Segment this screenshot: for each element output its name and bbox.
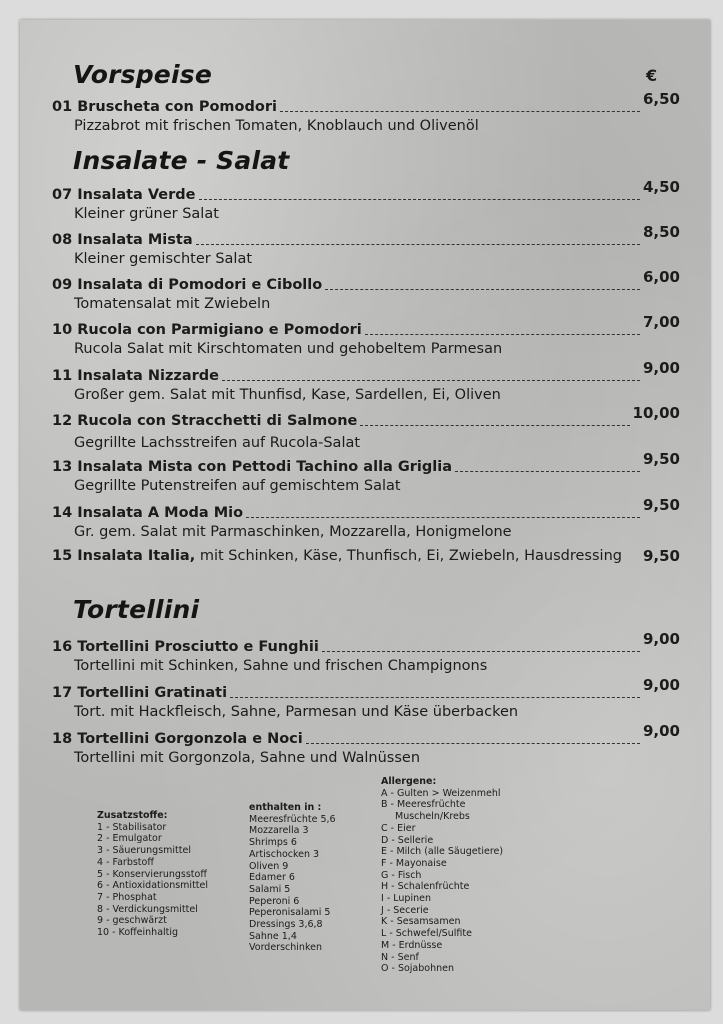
dotted-leader: [222, 379, 640, 381]
item-price: 6,50: [642, 90, 680, 108]
enthalten-item: Peperonisalami 5: [249, 907, 331, 919]
allergen-item: C - Eier: [381, 822, 416, 834]
menu-item: [52, 359, 680, 405]
allergen-item: H - Schalenfrüchte: [381, 881, 470, 893]
item-price: 4,50: [642, 178, 680, 196]
enthalten-item: Artischocken 3: [249, 848, 320, 860]
enthalten-item: Mozzarella 3: [249, 825, 309, 837]
item-description: Kleiner gemischter Salat: [74, 251, 253, 267]
dotted-leader: [199, 198, 640, 200]
item-description: mit Schinken, Käse, Thunfisch, Ei, Zwiebeln, Hausdressing: [199, 548, 622, 564]
enthalten-item: Sahne 1,4: [249, 930, 297, 942]
item-name: 12 Rucola con Stracchetti di Salmone: [52, 413, 358, 429]
enthalten-item: Salami 5: [249, 883, 291, 895]
item-description: Tort. mit Hackfleisch, Sahne, Parmesan und Käse überbacken: [74, 704, 519, 720]
allergen-item: I - Lupinen: [381, 893, 431, 905]
section-heading-vorspeise: Vorspeise: [73, 60, 212, 89]
item-name: 14 Insalata A Moda Mio: [52, 505, 244, 521]
allergen-item: G - Fisch: [381, 869, 422, 881]
menu-item: [52, 676, 680, 722]
zusatzstoffe-item: 2 - Emulgator: [97, 833, 162, 845]
item-price: 8,50: [642, 223, 680, 241]
item-price: 9,50: [642, 547, 680, 565]
dotted-leader: [196, 243, 640, 245]
item-price: 9,00: [642, 676, 680, 694]
item-name: 17 Tortellini Gratinati: [52, 685, 228, 701]
dotted-leader: [365, 333, 640, 335]
zusatzstoffe-item: 4 - Farbstoff: [97, 856, 154, 868]
allergene-block: [381, 776, 503, 975]
item-description: Gegrillte Putenstreifen auf gemischtem Salat: [74, 478, 401, 494]
allergen-item: K - Sesamsamen: [381, 916, 461, 928]
zusatzstoffe-item: 10 - Koffeinhaltig: [97, 927, 179, 939]
item-description: Großer gem. Salat mit Thunfisd, Kase, Sardellen, Ei, Oliven: [74, 387, 501, 403]
enthalten-title: enthalten in :: [249, 802, 322, 813]
item-name: 18 Tortellini Gorgonzola e Noci: [52, 731, 303, 747]
allergen-item: E - Milch (alle Säugetiere): [381, 846, 504, 858]
menu-item: [52, 223, 680, 269]
enthalten-item: Vorderschinken: [249, 942, 322, 954]
item-description: Tortellini mit Gorgonzola, Sahne und Walnüssen: [74, 750, 421, 766]
item-price: 9,50: [642, 450, 680, 468]
menu-item: [52, 178, 680, 224]
allergen-item: A - Gulten > Weizenmehl: [381, 787, 501, 799]
zusatzstoffe-block: [97, 810, 208, 939]
allergen-item: F - Mayonaise: [381, 857, 447, 869]
menu-item: [52, 313, 680, 359]
allergen-item: O - Sojabohnen: [381, 963, 454, 975]
item-description: Tortellini mit Schinken, Sahne und frischen Champignons: [74, 658, 488, 674]
item-name: 10 Rucola con Parmigiano e Pomodori: [52, 322, 362, 338]
item-name: 11 Insalata Nizzarde: [52, 368, 220, 384]
item-price: 9,50: [642, 496, 680, 514]
zusatzstoffe-title: Zusatzstoffe:: [97, 810, 168, 821]
menu-item: [52, 404, 680, 453]
dotted-leader: [306, 742, 640, 744]
allergen-item: B - Meeresfrüchte: [381, 799, 466, 811]
allergen-item: D - Sellerie: [381, 834, 434, 846]
zusatzstoffe-item: 6 - Antioxidationsmittel: [97, 880, 209, 892]
zusatzstoffe-item: 9 - geschwärzt: [97, 915, 167, 927]
allergen-item: M - Erdnüsse: [381, 939, 443, 951]
menu-item: [52, 547, 680, 565]
zusatzstoffe-item: 8 - Verdickungsmittel: [97, 903, 198, 915]
item-name: 08 Insalata Mista: [52, 232, 193, 248]
item-description: Tomatensalat mit Zwiebeln: [74, 296, 271, 312]
item-price: 7,00: [642, 313, 680, 331]
item-description: Gegrillte Lachsstreifen auf Rucola-Salat: [74, 435, 361, 451]
allergen-item: Muscheln/Krebs: [395, 811, 470, 823]
section-heading-tortellini: Tortellini: [73, 595, 200, 624]
allergen-item: J - Secerie: [381, 904, 429, 916]
enthalten-item: Peperoni 6: [249, 895, 300, 907]
item-name: 16 Tortellini Prosciutto e Funghii: [52, 639, 319, 655]
dotted-leader: [246, 516, 640, 518]
dotted-leader: [455, 470, 640, 472]
enthalten-block: [249, 802, 336, 954]
dotted-leader: [280, 110, 640, 112]
allergene-title: Allergene:: [381, 776, 437, 787]
zusatzstoffe-item: 1 - Stabilisator: [97, 821, 167, 833]
item-name: 13 Insalata Mista con Pettodi Tachino alla Griglia: [52, 459, 452, 475]
item-price: 9,00: [642, 630, 680, 648]
item-price: 9,00: [642, 359, 680, 377]
dotted-leader: [325, 288, 640, 290]
currency-symbol: €: [646, 66, 658, 85]
item-description: Gr. gem. Salat mit Parmaschinken, Mozzarella, Honigmelone: [74, 524, 512, 540]
zusatzstoffe-item: 5 - Konservierungsstoff: [97, 868, 207, 880]
item-description: Pizzabrot mit frischen Tomaten, Knoblauch und Olivenöl: [74, 118, 479, 134]
item-price: 6,00: [642, 268, 680, 286]
item-name: 09 Insalata di Pomodori e Cibollo: [52, 277, 323, 293]
item-price: 9,00: [642, 722, 680, 740]
enthalten-item: Edamer 6: [249, 872, 295, 884]
menu-item: [52, 90, 680, 136]
menu-item: [52, 450, 680, 496]
menu-item: [52, 722, 680, 768]
menu-page: [20, 20, 710, 1010]
section-heading-insalate: Insalate - Salat: [73, 146, 290, 175]
dotted-leader: [230, 696, 640, 698]
item-price: 10,00: [632, 404, 680, 422]
enthalten-item: Meeresfrüchte 5,6: [249, 813, 336, 825]
enthalten-item: Dressings 3,6,8: [249, 919, 323, 931]
enthalten-item: Oliven 9: [249, 860, 289, 872]
menu-item: [52, 496, 680, 542]
item-description: Kleiner grüner Salat: [74, 206, 219, 222]
item-description: Rucola Salat mit Kirschtomaten und gehobeltem Parmesan: [74, 341, 503, 357]
menu-item: [52, 268, 680, 314]
item-name: 01 Bruscheta con Pomodori: [52, 99, 277, 115]
allergen-item: N - Senf: [381, 951, 419, 963]
item-name: 15 Insalata Italia,: [52, 548, 196, 564]
allergen-item: L - Schwefel/Sulfite: [381, 928, 472, 940]
enthalten-item: Shrimps 6: [249, 837, 297, 849]
dotted-leader: [322, 650, 640, 652]
zusatzstoffe-item: 3 - Säuerungsmittel: [97, 845, 191, 857]
zusatzstoffe-item: 7 - Phosphat: [97, 891, 157, 903]
dotted-leader: [360, 424, 629, 426]
item-name: 07 Insalata Verde: [52, 187, 196, 203]
menu-item: [52, 630, 680, 676]
